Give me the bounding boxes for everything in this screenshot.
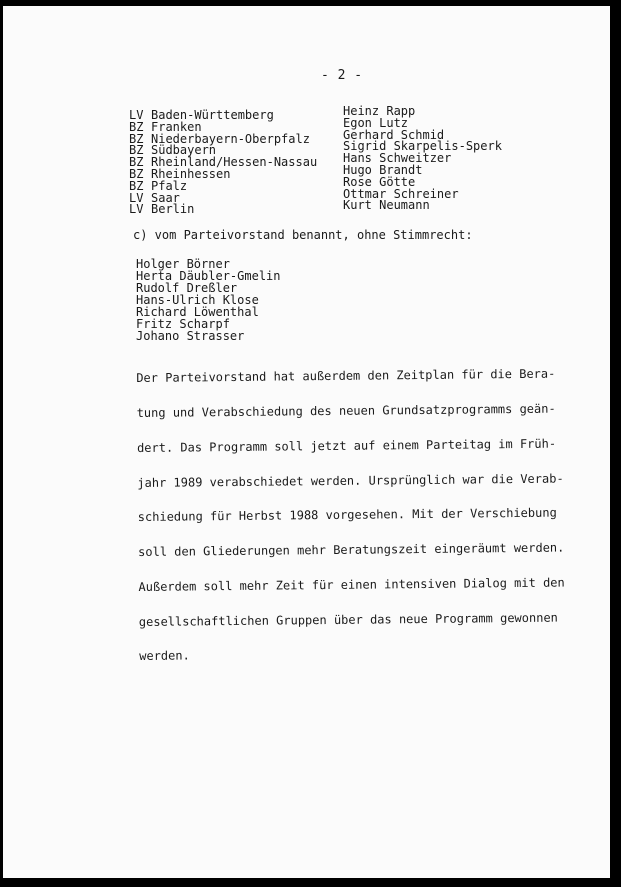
schedule-paragraph bbox=[136, 346, 565, 687]
list-item: Fritz Scharpf bbox=[136, 317, 230, 331]
appointed-members-list bbox=[136, 258, 281, 342]
document-page bbox=[3, 6, 610, 878]
delegate-code: BZ bbox=[129, 178, 144, 193]
paragraph-line: soll den Gliederungen mehr Beratungszeit eingeräumt werden. bbox=[138, 540, 565, 560]
delegate-name: Sigrid Skarpelis-Sperk bbox=[343, 139, 502, 154]
list-item: Holger Börner bbox=[136, 257, 230, 271]
paragraph-line: tung und Verabschiedung des neuen Grundsatzprogramms geän- bbox=[136, 401, 556, 420]
delegate-code: BZ bbox=[129, 119, 144, 134]
delegate-region: Rheinland/Hessen-Nassau bbox=[151, 155, 318, 170]
delegate-name: Heinz Rapp bbox=[343, 104, 416, 118]
delegate-region: Baden-Württemberg bbox=[151, 108, 274, 122]
paragraph-line: gesellschaftlichen Gruppen über das neue Programm gewonnen bbox=[138, 610, 558, 629]
delegate-code: LV bbox=[129, 202, 144, 217]
delegate-name: Egon Lutz bbox=[343, 115, 409, 130]
delegate-name: Ottmar Schreiner bbox=[343, 186, 459, 201]
paragraph-line: schiedung für Herbst 1988 vorgesehen. Mit der Verschiebung bbox=[137, 505, 557, 525]
paragraph-line: jahr 1989 verabschiedet werden. Ursprünglich war die Verab- bbox=[137, 471, 564, 490]
list-item: Hans-Ulrich Klose bbox=[136, 293, 259, 307]
paragraph-line: Der Parteivorstand hat außerdem den Zeitplan für die Bera- bbox=[136, 366, 556, 386]
delegate-region: Berlin bbox=[151, 202, 195, 217]
delegate-region: Saar bbox=[151, 190, 180, 205]
delegate-code: BZ bbox=[129, 155, 144, 170]
delegate-list bbox=[129, 104, 549, 217]
delegate-code: LV bbox=[129, 108, 144, 122]
delegate-code: BZ bbox=[129, 143, 144, 158]
delegate-name: Hans Schweitzer bbox=[343, 151, 452, 166]
delegate-region: Niederbayern-Oberpfalz bbox=[151, 131, 310, 146]
delegate-name: Gerhard Schmid bbox=[343, 127, 445, 142]
delegate-name: Rose Götte bbox=[343, 174, 416, 189]
delegate-region: Pfalz bbox=[151, 178, 188, 193]
list-item: Johano Strasser bbox=[136, 329, 245, 343]
list-item: Richard Löwenthal bbox=[136, 305, 259, 319]
list-item: Rudolf Dreßler bbox=[136, 281, 238, 295]
delegate-name: Kurt Neumann bbox=[343, 198, 430, 213]
delegate-code: BZ bbox=[129, 166, 144, 181]
delegate-row bbox=[129, 174, 549, 193]
delegate-row bbox=[129, 198, 549, 217]
paragraph-line: dert. Das Programm soll jetzt auf einem Parteitag im Früh- bbox=[136, 436, 557, 455]
delegate-code: BZ bbox=[129, 131, 144, 146]
paragraph-line: werden. bbox=[139, 648, 190, 664]
paragraph-line: Außerdem soll mehr Zeit für einen intensiven Dialog mit den bbox=[138, 575, 565, 594]
section-c-heading: c) vom Parteivorstand benannt, ohne Stimmrecht: bbox=[133, 228, 473, 242]
delegate-region: Rheinhessen bbox=[151, 166, 231, 181]
delegate-code: LV bbox=[129, 190, 144, 205]
list-item: Herta Däubler-Gmelin bbox=[136, 269, 281, 283]
delegate-name: Hugo Brandt bbox=[343, 162, 423, 177]
delegate-region: Südbayern bbox=[151, 143, 217, 158]
delegate-region: Franken bbox=[151, 119, 202, 134]
page-number: - 2 - bbox=[321, 68, 363, 83]
